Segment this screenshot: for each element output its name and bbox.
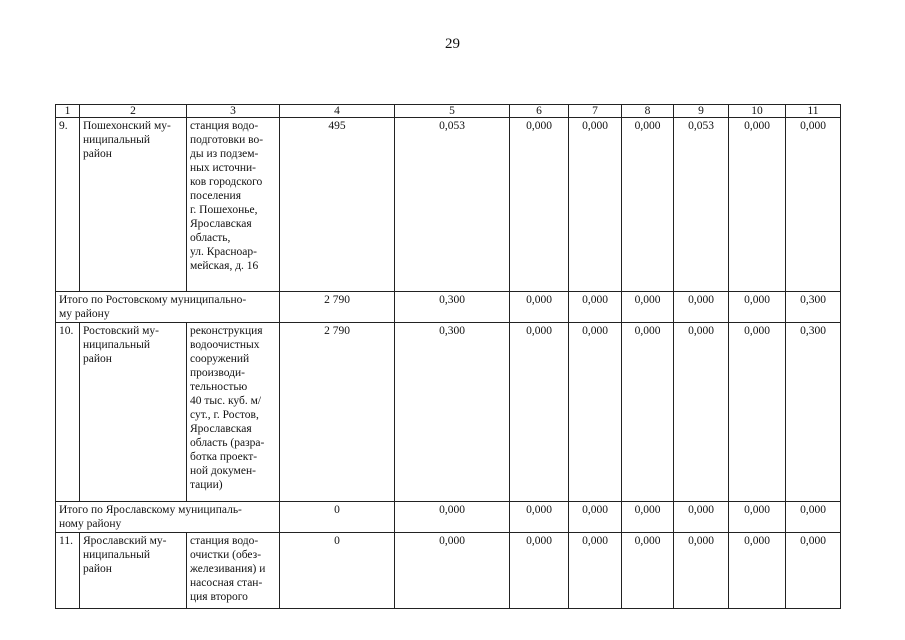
- value-cell: 0,000: [395, 533, 510, 609]
- value-cell: 0,000: [674, 292, 729, 323]
- total-row: [56, 502, 841, 533]
- value-cell: 0,000: [729, 533, 786, 609]
- header-cell: 3: [187, 105, 280, 118]
- district-cell: Ростовский му- ниципальный район: [80, 323, 187, 502]
- value-cell: 0,000: [674, 323, 729, 502]
- header-cell: 5: [395, 105, 510, 118]
- row-index: 11.: [56, 533, 80, 609]
- value-cell: 0,000: [569, 502, 622, 533]
- value-cell: 0,300: [395, 323, 510, 502]
- value-cell: 0,000: [674, 533, 729, 609]
- row-index: 9.: [56, 118, 80, 292]
- value-cell: 0,000: [510, 292, 569, 323]
- total-label: Итого по Ярославскому муниципаль- ному району: [56, 502, 280, 533]
- value-cell: 0,000: [729, 118, 786, 292]
- value-cell: 0,053: [674, 118, 729, 292]
- table-row: [56, 323, 841, 502]
- object-cell: реконструкция водоочистных сооружений производи- тельностью 40 тыс. куб. м/ сут., г. Ростов, Ярославская область (разра- ботка проект- ной докумен- тации): [187, 323, 280, 502]
- header-cell: 8: [622, 105, 674, 118]
- object-cell: станция водо- подготовки во- ды из подзем- ных источни- ков городского поселения г. Пошехонье, Ярославская область, ул. Красноар- мейская, д. 16: [187, 118, 280, 292]
- value-cell: 0,053: [395, 118, 510, 292]
- value-cell: 0,000: [510, 323, 569, 502]
- value-cell: 2 790: [280, 323, 395, 502]
- table-header-row: [56, 105, 841, 118]
- district-cell: Пошехонский му- ниципальный район: [80, 118, 187, 292]
- header-cell: 4: [280, 105, 395, 118]
- value-cell: 0,000: [510, 502, 569, 533]
- value-cell: 0,000: [395, 502, 510, 533]
- total-row: [56, 292, 841, 323]
- value-cell: 0,000: [786, 533, 841, 609]
- value-cell: 495: [280, 118, 395, 292]
- value-cell: 0,000: [622, 118, 674, 292]
- value-cell: 0,300: [786, 323, 841, 502]
- value-cell: 0,000: [622, 533, 674, 609]
- value-cell: 0,000: [510, 118, 569, 292]
- district-cell: Ярославский му- ниципальный район: [80, 533, 187, 609]
- header-cell: 2: [80, 105, 187, 118]
- value-cell: 0,000: [622, 323, 674, 502]
- header-cell: 6: [510, 105, 569, 118]
- table-row: [56, 118, 841, 292]
- header-cell: 1: [56, 105, 80, 118]
- value-cell: 0,300: [395, 292, 510, 323]
- value-cell: 0,000: [622, 292, 674, 323]
- value-cell: 0,000: [569, 292, 622, 323]
- header-cell: 10: [729, 105, 786, 118]
- value-cell: 0,000: [569, 323, 622, 502]
- header-cell: 7: [569, 105, 622, 118]
- value-cell: 0,000: [622, 502, 674, 533]
- value-cell: 0,000: [569, 118, 622, 292]
- row-index: 10.: [56, 323, 80, 502]
- table-row: [56, 533, 841, 609]
- object-cell: станция водо- очистки (обез- железивания) и насосная стан- ция второго: [187, 533, 280, 609]
- value-cell: 0,000: [569, 533, 622, 609]
- value-cell: 0,000: [510, 533, 569, 609]
- budget-table: [55, 104, 841, 609]
- value-cell: 0: [280, 533, 395, 609]
- value-cell: 0,300: [786, 292, 841, 323]
- total-label: Итого по Ростовскому муниципально- му району: [56, 292, 280, 323]
- page-number: 29: [445, 36, 460, 52]
- value-cell: 0,000: [729, 292, 786, 323]
- header-cell: 9: [674, 105, 729, 118]
- value-cell: 0: [280, 502, 395, 533]
- header-cell: 11: [786, 105, 841, 118]
- value-cell: 2 790: [280, 292, 395, 323]
- value-cell: 0,000: [729, 323, 786, 502]
- value-cell: 0,000: [674, 502, 729, 533]
- value-cell: 0,000: [729, 502, 786, 533]
- value-cell: 0,000: [786, 502, 841, 533]
- value-cell: 0,000: [786, 118, 841, 292]
